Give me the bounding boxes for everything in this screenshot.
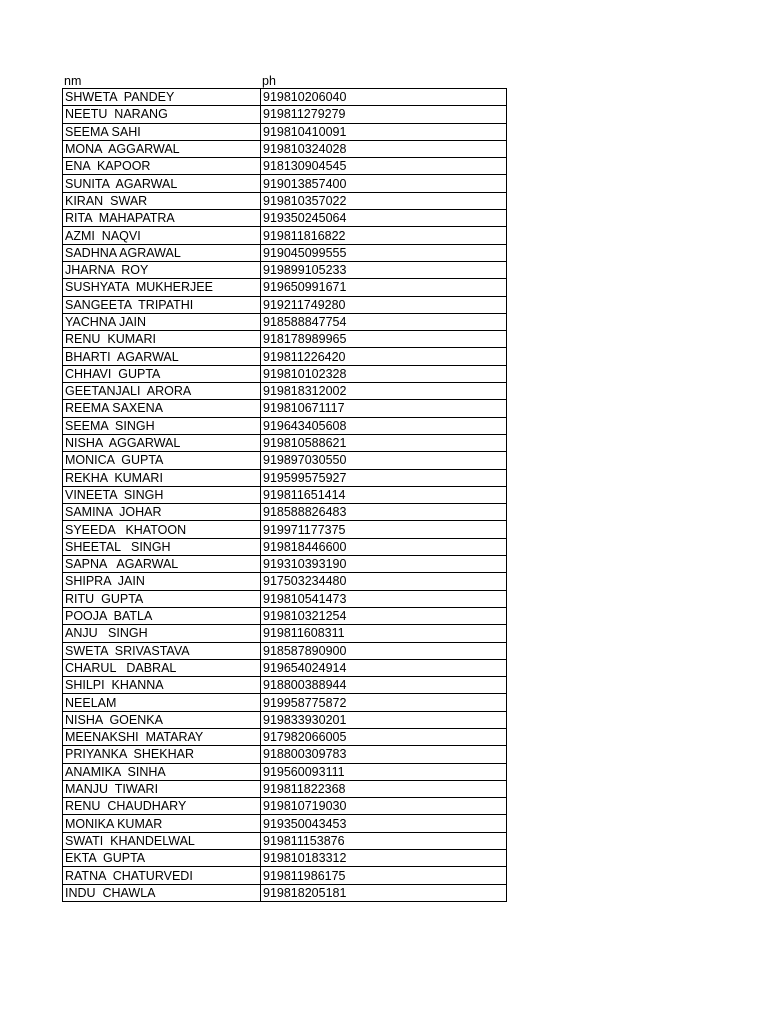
name-column-header[interactable]: nm [64, 74, 82, 88]
phone-cell[interactable]: 918588826483 [261, 504, 507, 521]
column-header-row [62, 70, 506, 88]
phone-cell[interactable]: 919810719030 [261, 798, 507, 815]
name-cell[interactable]: NISHA GOENKA [63, 711, 261, 728]
phone-cell[interactable]: 919810324028 [261, 140, 507, 157]
table-row [63, 140, 507, 157]
name-cell[interactable]: RITA MAHAPATRA [63, 210, 261, 227]
name-cell[interactable]: MONIKA KUMAR [63, 815, 261, 832]
name-cell[interactable]: REEMA SAXENA [63, 400, 261, 417]
table-row [63, 659, 507, 676]
name-cell[interactable]: MONICA GUPTA [63, 452, 261, 469]
name-cell[interactable]: CHHAVI GUPTA [63, 365, 261, 382]
contact-table [62, 88, 507, 902]
table-row [63, 400, 507, 417]
table-row [63, 538, 507, 555]
table-row [63, 383, 507, 400]
phone-cell[interactable]: 919650991671 [261, 279, 507, 296]
name-cell[interactable]: RATNA CHATURVEDI [63, 867, 261, 884]
name-cell[interactable]: SANGEETA TRIPATHI [63, 296, 261, 313]
name-cell[interactable]: REKHA KUMARI [63, 469, 261, 486]
phone-cell[interactable]: 919811153876 [261, 832, 507, 849]
table-row [63, 573, 507, 590]
name-cell[interactable]: GEETANJALI ARORA [63, 383, 261, 400]
table-row [63, 227, 507, 244]
phone-cell[interactable]: 918178989965 [261, 331, 507, 348]
name-cell[interactable]: SHIPRA JAIN [63, 573, 261, 590]
name-cell[interactable]: EKTA GUPTA [63, 850, 261, 867]
table-row [63, 780, 507, 797]
name-cell[interactable]: MEENAKSHI MATARAY [63, 728, 261, 745]
table-row [63, 434, 507, 451]
name-cell[interactable]: MONA AGGARWAL [63, 140, 261, 157]
phone-cell[interactable]: 919013857400 [261, 175, 507, 192]
phone-cell[interactable]: 919811608311 [261, 625, 507, 642]
name-cell[interactable]: SAMINA JOHAR [63, 504, 261, 521]
table-row [63, 556, 507, 573]
phone-cell[interactable]: 919899105233 [261, 261, 507, 278]
phone-cell[interactable]: 919818205181 [261, 884, 507, 901]
table-row [63, 607, 507, 624]
table-row [63, 850, 507, 867]
phone-cell[interactable]: 918130904545 [261, 158, 507, 175]
table-row [63, 365, 507, 382]
table-row [63, 677, 507, 694]
name-cell[interactable]: KIRAN SWAR [63, 192, 261, 209]
contact-sheet [62, 70, 506, 902]
table-row [63, 521, 507, 538]
phone-cell[interactable]: 919810671117 [261, 400, 507, 417]
table-row [63, 469, 507, 486]
phone-cell[interactable]: 918800309783 [261, 746, 507, 763]
table-row [63, 728, 507, 745]
name-cell[interactable]: SADHNA AGRAWAL [63, 244, 261, 261]
table-row [63, 296, 507, 313]
phone-cell[interactable]: 919810541473 [261, 590, 507, 607]
table-row [63, 192, 507, 209]
table-row [63, 210, 507, 227]
table-row [63, 261, 507, 278]
phone-cell[interactable]: 919560093111 [261, 763, 507, 780]
name-cell[interactable]: SWATI KHANDELWAL [63, 832, 261, 849]
phone-cell[interactable]: 919350245064 [261, 210, 507, 227]
phone-cell[interactable]: 919833930201 [261, 711, 507, 728]
phone-cell[interactable]: 919310393190 [261, 556, 507, 573]
phone-cell[interactable]: 919211749280 [261, 296, 507, 313]
name-cell[interactable]: SUNITA AGARWAL [63, 175, 261, 192]
table-row [63, 694, 507, 711]
name-cell[interactable]: PRIYANKA SHEKHAR [63, 746, 261, 763]
table-row [63, 711, 507, 728]
name-cell[interactable]: SHWETA PANDEY [63, 89, 261, 106]
table-row [63, 625, 507, 642]
phone-cell[interactable]: 919818446600 [261, 538, 507, 555]
phone-cell[interactable]: 919971177375 [261, 521, 507, 538]
name-cell[interactable]: JHARNA ROY [63, 261, 261, 278]
phone-cell[interactable]: 919897030550 [261, 452, 507, 469]
name-cell[interactable]: SHILPI KHANNA [63, 677, 261, 694]
phone-cell[interactable]: 919810410091 [261, 123, 507, 140]
phone-cell[interactable]: 919811226420 [261, 348, 507, 365]
name-cell[interactable]: ANAMIKA SINHA [63, 763, 261, 780]
phone-cell[interactable]: 919811986175 [261, 867, 507, 884]
table-row [63, 158, 507, 175]
phone-cell[interactable]: 917503234480 [261, 573, 507, 590]
name-cell[interactable]: MANJU TIWARI [63, 780, 261, 797]
table-row [63, 348, 507, 365]
name-cell[interactable]: ENA KAPOOR [63, 158, 261, 175]
phone-cell[interactable]: 919811822368 [261, 780, 507, 797]
table-row [63, 244, 507, 261]
name-cell[interactable]: RENU KUMARI [63, 331, 261, 348]
name-cell[interactable]: NEELAM [63, 694, 261, 711]
name-cell[interactable]: SAPNA AGARWAL [63, 556, 261, 573]
name-cell[interactable]: SHEETAL SINGH [63, 538, 261, 555]
phone-cell[interactable]: 919045099555 [261, 244, 507, 261]
phone-cell[interactable]: 918800388944 [261, 677, 507, 694]
table-row [63, 313, 507, 330]
name-cell[interactable]: YACHNA JAIN [63, 313, 261, 330]
table-row [63, 452, 507, 469]
table-row [63, 89, 507, 106]
table-row [63, 175, 507, 192]
table-row [63, 815, 507, 832]
table-row [63, 832, 507, 849]
name-cell[interactable]: RENU CHAUDHARY [63, 798, 261, 815]
name-cell[interactable]: BHARTI AGARWAL [63, 348, 261, 365]
table-row [63, 867, 507, 884]
name-cell[interactable]: SEEMA SINGH [63, 417, 261, 434]
table-row [63, 642, 507, 659]
phone-cell[interactable]: 919810183312 [261, 850, 507, 867]
phone-cell[interactable]: 919810102328 [261, 365, 507, 382]
phone-cell[interactable]: 918587890900 [261, 642, 507, 659]
name-cell[interactable]: AZMI NAQVI [63, 227, 261, 244]
name-cell[interactable]: NISHA AGGARWAL [63, 434, 261, 451]
phone-cell[interactable]: 919810357022 [261, 192, 507, 209]
name-cell[interactable]: VINEETA SINGH [63, 486, 261, 503]
phone-cell[interactable]: 918588847754 [261, 313, 507, 330]
name-cell[interactable]: ANJU SINGH [63, 625, 261, 642]
phone-cell[interactable]: 919643405608 [261, 417, 507, 434]
contact-table-body [63, 89, 507, 902]
table-row [63, 504, 507, 521]
phone-cell[interactable]: 919810588621 [261, 434, 507, 451]
phone-cell[interactable]: 919811816822 [261, 227, 507, 244]
name-cell[interactable]: SUSHYATA MUKHERJEE [63, 279, 261, 296]
name-cell[interactable]: POOJA BATLA [63, 607, 261, 624]
name-cell[interactable]: INDU CHAWLA [63, 884, 261, 901]
table-row [63, 123, 507, 140]
table-row [63, 417, 507, 434]
phone-cell[interactable]: 919599575927 [261, 469, 507, 486]
phone-column-header[interactable]: ph [262, 74, 276, 88]
name-cell[interactable]: NEETU NARANG [63, 106, 261, 123]
table-row [63, 331, 507, 348]
table-row [63, 884, 507, 901]
table-row [63, 746, 507, 763]
table-row [63, 763, 507, 780]
phone-cell[interactable]: 919811651414 [261, 486, 507, 503]
phone-cell[interactable]: 919810206040 [261, 89, 507, 106]
name-cell[interactable]: SWETA SRIVASTAVA [63, 642, 261, 659]
phone-cell[interactable]: 919350043453 [261, 815, 507, 832]
name-cell[interactable]: SEEMA SAHI [63, 123, 261, 140]
phone-cell[interactable]: 919958775872 [261, 694, 507, 711]
phone-cell[interactable]: 919654024914 [261, 659, 507, 676]
phone-cell[interactable]: 917982066005 [261, 728, 507, 745]
phone-cell[interactable]: 919810321254 [261, 607, 507, 624]
table-row [63, 798, 507, 815]
phone-cell[interactable]: 919811279279 [261, 106, 507, 123]
name-cell[interactable]: SYEEDA KHATOON [63, 521, 261, 538]
table-row [63, 590, 507, 607]
phone-cell[interactable]: 919818312002 [261, 383, 507, 400]
table-row [63, 486, 507, 503]
name-cell[interactable]: CHARUL DABRAL [63, 659, 261, 676]
name-cell[interactable]: RITU GUPTA [63, 590, 261, 607]
table-row [63, 279, 507, 296]
table-row [63, 106, 507, 123]
